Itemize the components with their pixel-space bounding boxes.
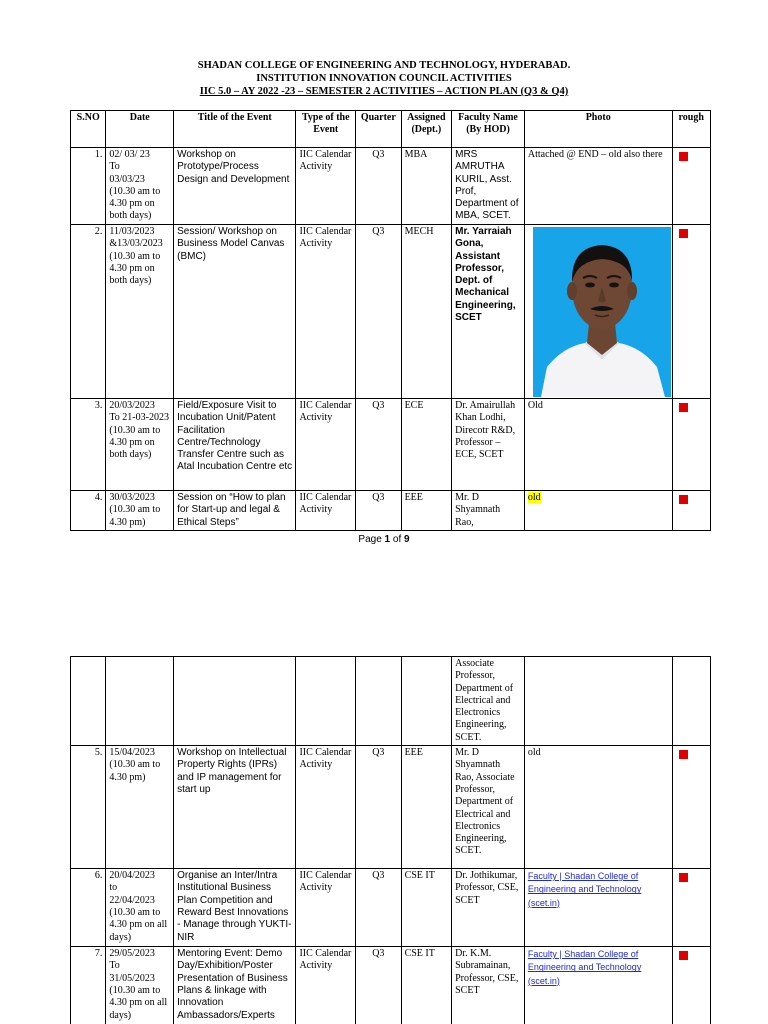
cell-photo: Old [524,399,672,491]
activities-table-continued [70,656,711,1024]
cell-faculty: Associate Professor, Department of Electrical and Electronics Engineering, SCET. [452,657,525,746]
table-header-row [71,111,711,148]
cell-photo: old [524,746,672,869]
cell-type: IIC Calendar Activity [296,399,356,491]
cell-faculty: Dr. Amairullah Khan Lodhi, Direcotr R&D, Professor – ECE, SCET [452,399,525,491]
column-header-quarter: Quarter [356,111,401,148]
cell-photo [524,869,672,947]
footer-of: of [390,534,405,545]
header-college-name: SHADAN COLLEGE OF ENGINEERING AND TECHNOLOGY, HYDERABAD. [197,60,571,71]
table-row [71,491,711,531]
cell-type: IIC Calendar Activity [296,491,356,531]
cell-date: 30/03/2023 (10.30 am to 4.30 pm) [106,491,174,531]
cell-dept: ECE [401,399,452,491]
cell-quarter: Q3 [356,869,401,947]
column-header-faculty: Faculty Name (By HOD) [452,111,525,148]
cell-photo [524,947,672,1024]
cell-type: IIC Calendar Activity [296,869,356,947]
cell-dept [401,657,452,746]
cell-title: Workshop on Intellectual Property Rights (IPRs) and IP management for start up [174,746,296,869]
cell-dept: EEE [401,746,452,869]
column-header-date: Date [106,111,174,148]
header-council-title: INSTITUTION INNOVATION COUNCIL ACTIVITIES [256,73,512,84]
header-action-plan-title: IIC 5.0 – AY 2022 -23 – SEMESTER 2 ACTIVITIES – ACTION PLAN (Q3 & Q4) [199,86,569,97]
page-gap [0,560,768,656]
cell-title: Organise an Inter/Intra Institutional Business Plan Competition and Reward Best Innovations - Manage through YUKTI-NIR [174,869,296,947]
cell-date [106,657,174,746]
cell-faculty: Mr. Yarraiah Gona, Assistant Professor, Dept. of Mechanical Engineering, SCET [452,225,525,399]
cell-faculty: Dr. Jothikumar, Professor, CSE, SCET [452,869,525,947]
cell-photo [524,491,672,531]
cell-quarter: Q3 [356,947,401,1024]
cell-sno [71,657,106,746]
cell-rough [672,399,711,491]
cell-rough [672,869,711,947]
cell-dept: EEE [401,491,452,531]
highlighted-note: old [527,492,541,503]
red-square-marker-icon [679,229,688,238]
footer-prefix: Page [358,534,385,545]
cell-rough [672,491,711,531]
cell-date: 20/03/2023 To 21-03-2023 (10.30 am to 4.30 pm on both days) [106,399,174,491]
cell-date: 11/03/2023 &13/03/2023 (10.30 am to 4.30 pm on both days) [106,225,174,399]
cell-sno: 7. [71,947,106,1024]
cell-quarter [356,657,401,746]
cell-quarter: Q3 [356,225,401,399]
faculty-portrait-photo [533,227,671,397]
cell-sno: 4. [71,491,106,531]
cell-title: Session/ Workshop on Business Model Canvas (BMC) [174,225,296,399]
cell-quarter: Q3 [356,491,401,531]
cell-dept: MBA [401,148,452,225]
cell-title: Session on “How to plan for Start-up and legal & Ethical Steps” [174,491,296,531]
cell-sno: 2. [71,225,106,399]
cell-title [174,657,296,746]
cell-date: 20/04/2023 to 22/04/2023 (10.30 am to 4.30 pm on all days) [106,869,174,947]
cell-faculty: Mr. D Shyamnath Rao, Associate Professor, Department of Electrical and Electronics Engineering, SCET. [452,746,525,869]
cell-date: 29/05/2023 To 31/05/2023 (10.30 am to 4.30 pm on all days) [106,947,174,1024]
cell-title: Mentoring Event: Demo Day/Exhibition/Poster Presentation of Business Plans & linkage with Innovation Ambassadors/Experts [174,947,296,1024]
cell-photo: Attached @ END – old also there [524,148,672,225]
column-header-photo: Photo [524,111,672,148]
cell-type: IIC Calendar Activity [296,947,356,1024]
red-square-marker-icon [679,403,688,412]
cell-rough [672,225,711,399]
column-header-sno: S.NO [71,111,106,148]
table-row-continuation [71,657,711,746]
cell-rough [672,657,711,746]
table-row [71,399,711,491]
cell-rough [672,947,711,1024]
footer-page-total: 9 [404,534,410,545]
page-footer [0,534,768,545]
document-header [0,59,768,98]
cell-photo [524,225,672,399]
cell-date: 15/04/2023 (10.30 am to 4.30 pm) [106,746,174,869]
cell-dept: CSE IT [401,869,452,947]
cell-sno: 6. [71,869,106,947]
red-square-marker-icon [679,873,688,882]
cell-sno: 1. [71,148,106,225]
cell-dept: CSE IT [401,947,452,1024]
cell-faculty: MRS AMRUTHA KURIL, Asst. Prof, Department of MBA, SCET. [452,148,525,225]
cell-photo [524,657,672,746]
footer-page-number: 1 [384,534,391,545]
cell-quarter: Q3 [356,148,401,225]
column-header-type: Type of the Event [296,111,356,148]
table-row [71,225,711,399]
cell-quarter: Q3 [356,399,401,491]
cell-title: Field/Exposure Visit to Incubation Unit/Patent Facilitation Centre/Technology Transfer Centre such as Atal Incubation Centre etc [174,399,296,491]
column-header-title: Title of the Event [174,111,296,148]
cell-title: Workshop on Prototype/Process Design and Development [174,148,296,225]
red-square-marker-icon [679,495,688,504]
red-square-marker-icon [679,152,688,161]
faculty-page-link[interactable]: Faculty | Shadan College of Engineering and Technology (scet.in) [527,871,642,908]
table-row [71,148,711,225]
portrait-image-icon [533,227,671,397]
table-row [71,869,711,947]
cell-faculty: Dr. K.M. Subramainan, Professor, CSE, SCET [452,947,525,1024]
table-row [71,947,711,1024]
cell-type [296,657,356,746]
cell-quarter: Q3 [356,746,401,869]
red-square-marker-icon [679,750,688,759]
cell-type: IIC Calendar Activity [296,148,356,225]
column-header-dept: Assigned (Dept.) [401,111,452,148]
cell-faculty: Mr. D Shyamnath Rao, [452,491,525,531]
column-header-rough: rough [672,111,711,148]
activities-table [70,110,711,531]
cell-rough [672,148,711,225]
table-row [71,746,711,869]
red-square-marker-icon [679,951,688,960]
document-page-2 [0,656,768,1024]
cell-date: 02/ 03/ 23 To 03/03/23 (10.30 am to 4.30 pm on both days) [106,148,174,225]
cell-sno: 5. [71,746,106,869]
cell-sno: 3. [71,399,106,491]
cell-rough [672,746,711,869]
cell-type: IIC Calendar Activity [296,225,356,399]
faculty-page-link[interactable]: Faculty | Shadan College of Engineering and Technology (scet.in) [527,949,642,986]
cell-type: IIC Calendar Activity [296,746,356,869]
cell-dept: MECH [401,225,452,399]
